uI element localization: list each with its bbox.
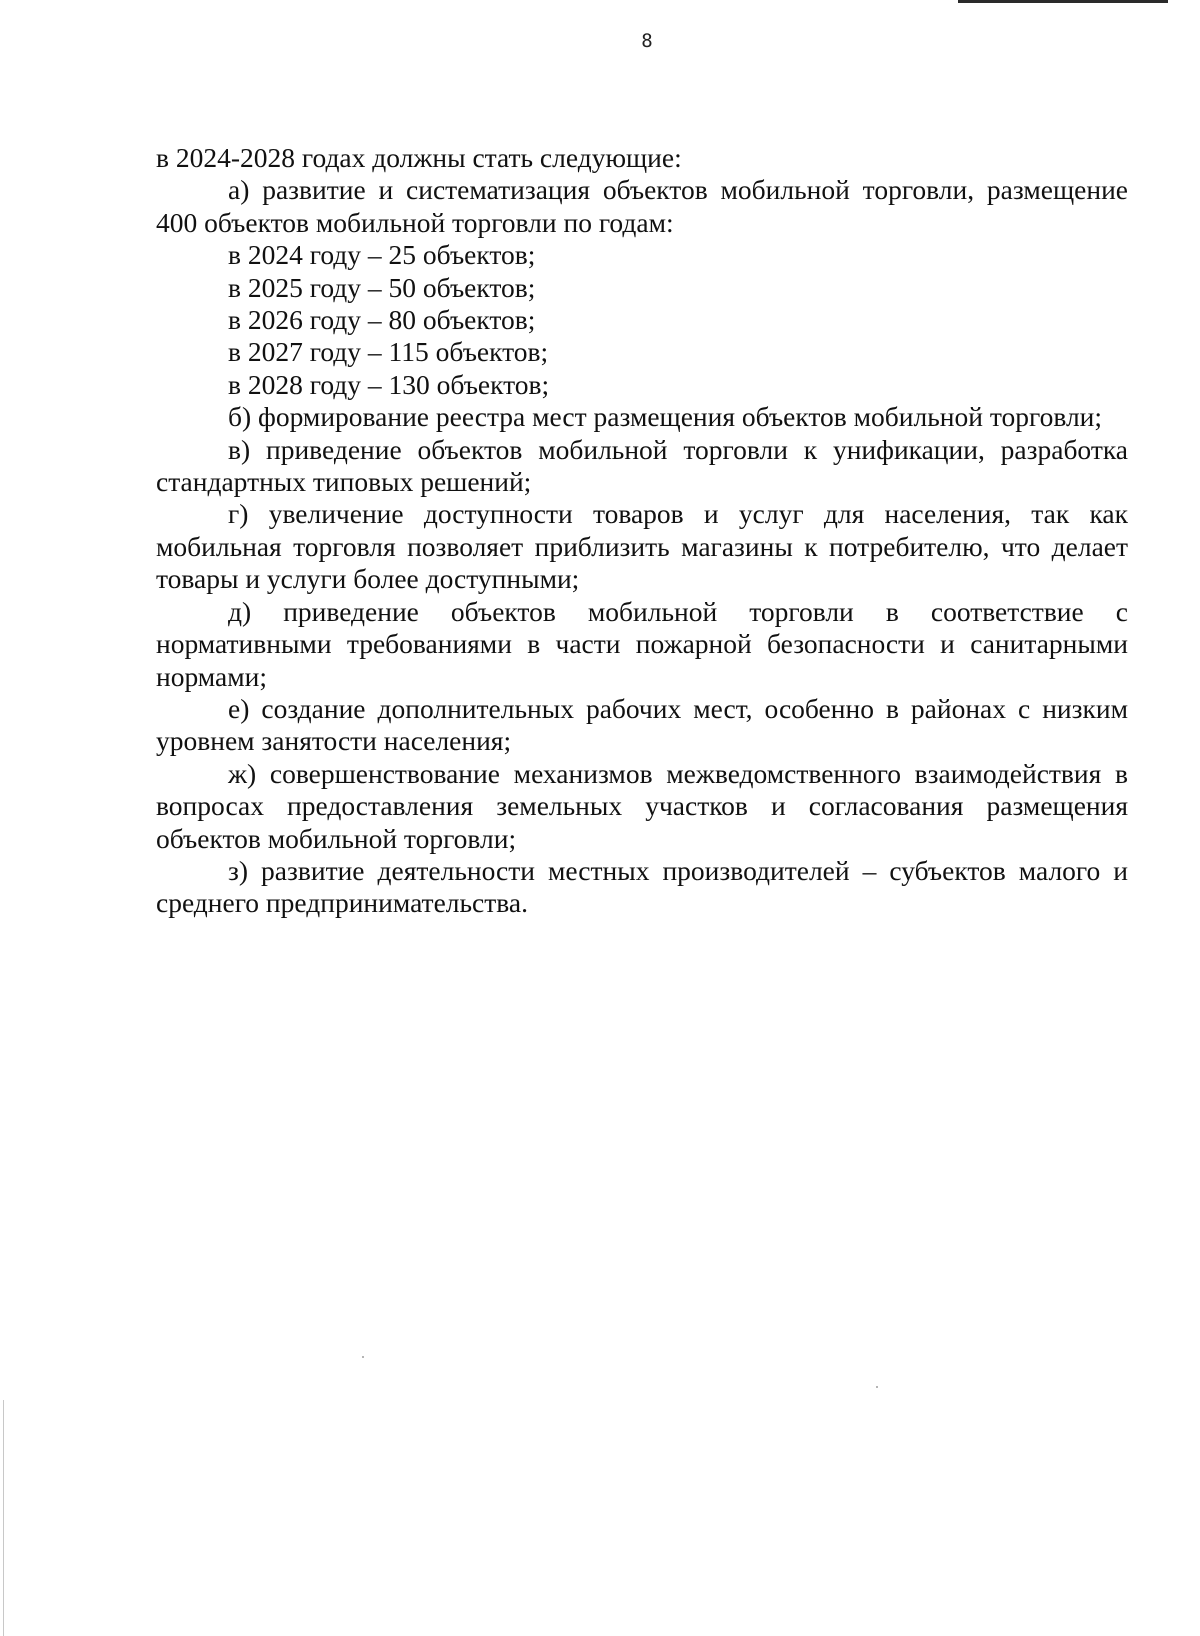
scan-edge-line [958, 0, 1168, 3]
year-line-2028: в 2028 году – 130 объектов; [228, 368, 550, 400]
list-item-a: а) развитие и систематизация объектов мобильной торговли, размещение 400 объектов мобильной торговли по годам: [156, 174, 1128, 238]
scan-speck [362, 1356, 364, 1358]
list-item-b: б) формирование реестра мест размещения объектов мобильной торговли; [228, 401, 1103, 433]
list-item-d: д) приведение объектов мобильной торговли в соответствие с нормативными требованиями в части пожарной безопасности и санитарными нормами; [156, 595, 1128, 692]
intro-line: в 2024-2028 годах должны стать следующие: [156, 142, 682, 173]
year-line-2024: в 2024 году – 25 объектов; [228, 239, 536, 271]
scan-speck [876, 1386, 878, 1388]
year-line-2026: в 2026 году – 80 объектов; [228, 304, 536, 336]
list-item-z: з) развитие деятельности местных производителей – субъектов малого и среднего предпринимательства. [156, 854, 1128, 919]
list-item-zh: ж) совершенствование механизмов межведомственного взаимодействия в вопросах предоставления земельных участков и согласования размещения объектов мобильной торговли; [156, 757, 1128, 854]
list-item-g: г) увеличение доступности товаров и услуг для населения, так как мобильная торговля позволяет приблизить магазины к потребителю, что делает товары и услуги более доступными; [156, 498, 1128, 595]
year-line-2025: в 2025 году – 50 объектов; [228, 271, 536, 303]
year-line-2027: в 2027 году – 115 объектов; [228, 336, 549, 368]
scan-edge-mark [3, 1400, 4, 1636]
list-item-v: в) приведение объектов мобильной торговли к унификации, разработка стандартных типовых решений; [156, 433, 1128, 498]
document-body [156, 142, 1128, 920]
list-item-e: е) создание дополнительных рабочих мест, особенно в районах с низким уровнем занятости населения; [156, 692, 1128, 757]
page-number: 8 [641, 30, 653, 52]
